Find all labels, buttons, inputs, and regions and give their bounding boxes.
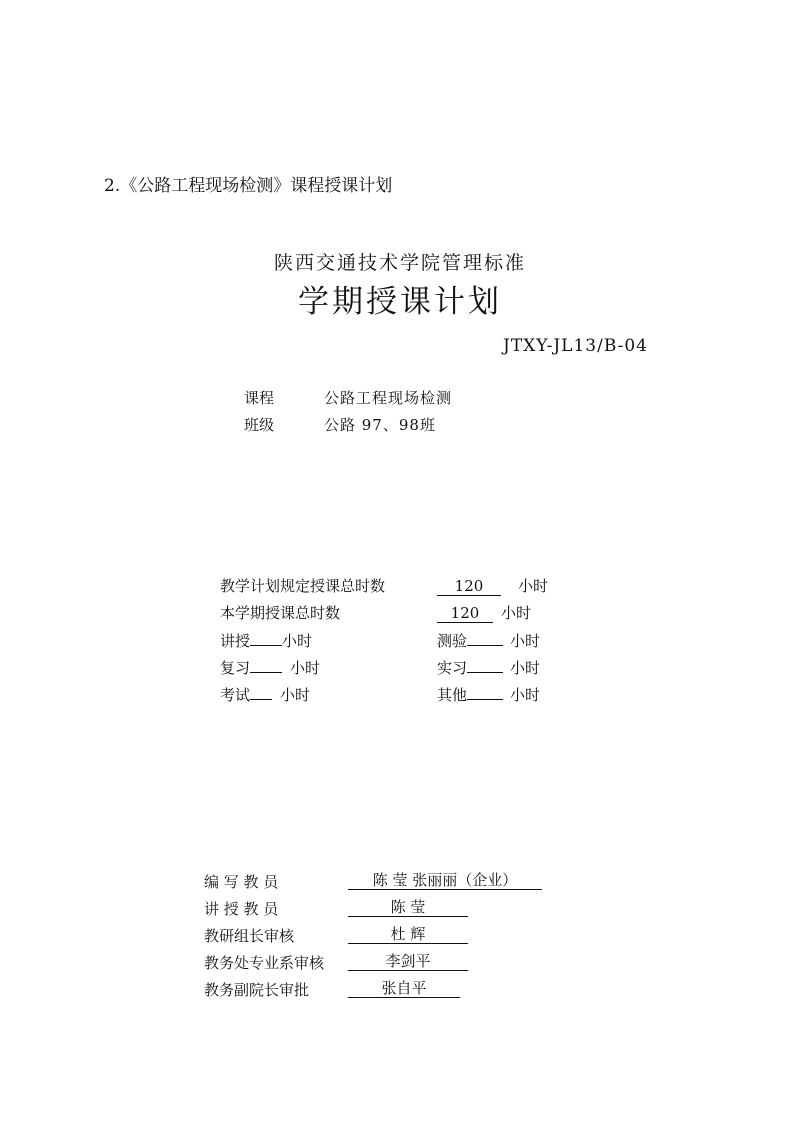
semester-hours-unit: 小时 [501, 604, 532, 622]
quiz-hours-row [437, 629, 540, 651]
section-title: 2.《公路工程现场检测》课程授课计划 [104, 176, 393, 196]
dept-review-value: 李剑平 [348, 952, 468, 971]
vp-approval-label: 教务副院长审批 [204, 981, 310, 999]
quiz-blank [467, 629, 503, 646]
planned-hours-row [437, 575, 548, 596]
review-unit: 小时 [290, 659, 321, 677]
semester-hours-label: 本学期授课总时数 [220, 604, 341, 622]
exam-label: 考试 [220, 686, 251, 704]
quiz-label: 测验 [437, 632, 468, 650]
writer-label: 编 写 教 员 [204, 873, 279, 891]
other-unit: 小时 [510, 686, 541, 704]
semester-hours-value: 120 [437, 605, 493, 623]
vp-approval-value: 张自平 [348, 979, 460, 998]
practice-hours-row [437, 656, 540, 678]
other-label: 其他 [437, 686, 468, 704]
review-hours-row [220, 656, 320, 678]
writer-value: 陈 莹 张丽丽（企业） [348, 871, 542, 890]
lecturer-value: 陈 莹 [348, 898, 468, 917]
dept-review-label: 教务处专业系审核 [204, 954, 325, 972]
lecture-label: 讲授 [220, 632, 251, 650]
exam-hours-row [220, 683, 310, 705]
exam-unit: 小时 [280, 686, 311, 704]
course-label: 课程 [244, 389, 275, 407]
lecturer-label: 讲 授 教 员 [204, 900, 279, 918]
group-leader-value: 杜 辉 [348, 925, 468, 944]
other-hours-row [437, 683, 540, 705]
class-value: 公路 97、98班 [324, 416, 436, 434]
planned-hours-unit: 小时 [518, 577, 549, 595]
semester-hours-row [437, 602, 531, 623]
quiz-unit: 小时 [510, 632, 541, 650]
institution-name: 陕西交通技术学院管理标准 [273, 252, 526, 274]
practice-label: 实习 [437, 659, 468, 677]
exam-blank [250, 683, 272, 700]
practice-unit: 小时 [510, 659, 541, 677]
review-blank [250, 656, 282, 673]
lecture-blank [250, 629, 282, 646]
lecture-unit: 小时 [282, 632, 313, 650]
course-value: 公路工程现场检测 [324, 389, 453, 407]
planned-hours-label: 教学计划规定授课总时数 [220, 577, 386, 595]
practice-blank [467, 656, 503, 673]
lecture-hours-row [220, 629, 312, 651]
document-code: JTXY-JL13/B-04 [503, 336, 649, 356]
group-leader-label: 教研组长审核 [204, 927, 295, 945]
document-title: 学期授课计划 [298, 284, 502, 320]
review-label: 复习 [220, 659, 251, 677]
other-blank [467, 683, 503, 700]
planned-hours-value: 120 [437, 578, 501, 596]
class-label: 班级 [244, 416, 275, 434]
